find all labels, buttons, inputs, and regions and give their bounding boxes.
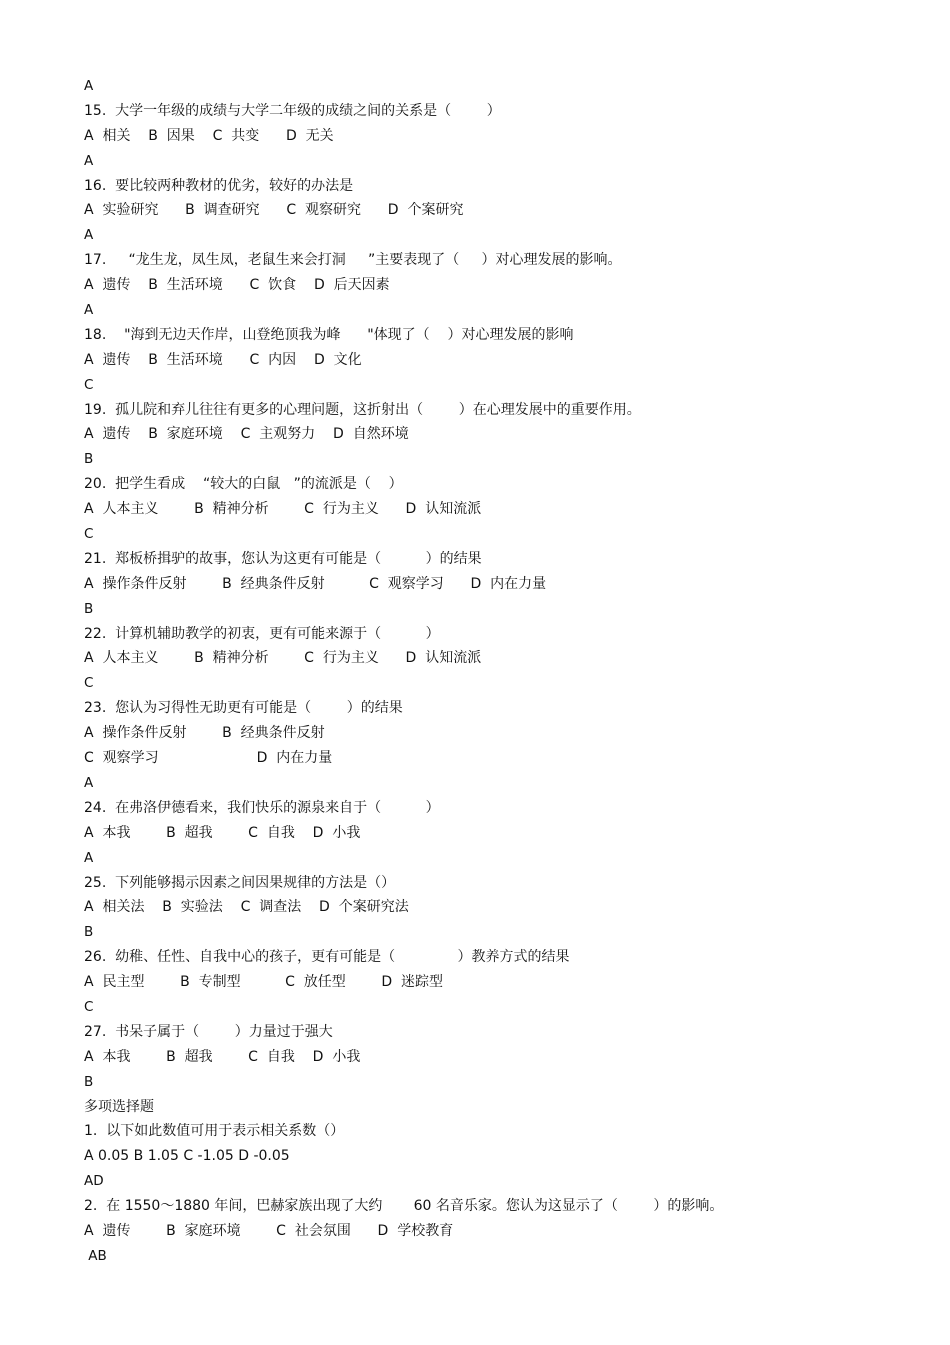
answer-line: C	[84, 998, 94, 1015]
options-line: A 人本主义 B 精神分析 C 行为主义 D 认知流派	[84, 650, 482, 667]
question-line: 25. 下列能够揭示因素之间因果规律的方法是（）	[84, 874, 396, 891]
answer-line: B	[84, 924, 94, 941]
question-line: 23. 您认为习得性无助更有可能是（ ）的结果	[84, 700, 403, 717]
options-line: A 遗传 B 家庭环境 C 社会氛围 D 学校教育	[84, 1222, 454, 1239]
question-line: 27. 书呆子属于（ ）力量过于强大	[84, 1023, 333, 1040]
document-page	[84, 74, 904, 1269]
answer-line: A	[84, 774, 94, 791]
answer-line: A	[84, 78, 94, 94]
answer-line: AB	[84, 1247, 107, 1264]
options-line: A 人本主义 B 精神分析 C 行为主义 D 认知流派	[84, 501, 482, 518]
answer-line: AD	[84, 1173, 104, 1190]
options-line: C 观察学习 D 内在力量	[84, 750, 333, 767]
section-heading: 多项选择题	[84, 1098, 154, 1115]
options-line: A 本我 B 超我 C 自我 D 小我	[84, 1048, 361, 1065]
question-line: 15. 大学一年级的成绩与大学二年级的成绩之间的关系是（ ）	[84, 102, 501, 119]
answer-line: C	[84, 376, 94, 393]
options-line: A 遗传 B 家庭环境 C 主观努力 D 自然环境	[84, 426, 409, 443]
question-line: 17. “龙生龙，凤生凤，老鼠生来会打洞 ”主要表现了（ ）对心理发展的影响。	[84, 252, 622, 269]
answer-line: B	[84, 600, 94, 617]
options-line: A 民主型 B 专制型 C 放任型 D 迷踪型	[84, 974, 444, 991]
question-line: 2. 在 1550～1880 年间，巴赫家族出现了大约 60 名音乐家。您认为这显示了（ ）的影响。	[84, 1198, 724, 1215]
question-line: 21. 郑板桥揖驴的故事，您认为这更有可能是（ ）的结果	[84, 550, 482, 567]
question-line: 1. 以下如此数值可用于表示相关系数（）	[84, 1123, 345, 1140]
answer-line: A	[84, 152, 94, 169]
answer-line: C	[84, 675, 94, 692]
question-line: 19. 孤儿院和弃儿往往有更多的心理问题，这折射出（ ）在心理发展中的重要作用。	[84, 401, 641, 418]
options-line: A 操作条件反射 B 经典条件反射 C 观察学习 D 内在力量	[84, 575, 547, 592]
question-line: 20. 把学生看成 “较大的白鼠 ”的流派是（ ）	[84, 476, 403, 493]
options-line: A 本我 B 超我 C 自我 D 小我	[84, 824, 361, 841]
options-line: A 遗传 B 生活环境 C 内因 D 文化	[84, 351, 362, 368]
answer-line: A	[84, 227, 94, 244]
options-line: A 相关 B 因果 C 共变 D 无关	[84, 127, 334, 144]
answer-line: A	[84, 849, 94, 866]
answer-line: B	[84, 451, 94, 468]
options-line: A 实验研究 B 调查研究 C 观察研究 D 个案研究	[84, 202, 464, 219]
options-line: A 操作条件反射 B 经典条件反射	[84, 725, 325, 742]
question-line: 22. 计算机辅助教学的初衷，更有可能来源于（ ）	[84, 625, 440, 642]
question-line: 24. 在弗洛伊德看来，我们快乐的源泉来自于（ ）	[84, 799, 440, 816]
options-line: A 遗传 B 生活环境 C 饮食 D 后天因素	[84, 277, 390, 294]
answer-line: B	[84, 1073, 94, 1090]
question-line: 16. 要比较两种教材的优劣，较好的办法是	[84, 177, 354, 194]
question-line: 26. 幼稚、任性、自我中心的孩子，更有可能是（ ）教养方式的结果	[84, 949, 570, 966]
answer-line: C	[84, 526, 94, 543]
answer-line: A	[84, 302, 94, 319]
options-line: A 相关法 B 实验法 C 调查法 D 个案研究法	[84, 899, 409, 916]
question-line: 18. "海到无边天作岸，山登绝顶我为峰 "体现了（ ）对心理发展的影响	[84, 326, 574, 343]
options-line: A 0.05 B 1.05 C -1.05 D -0.05	[84, 1148, 290, 1165]
